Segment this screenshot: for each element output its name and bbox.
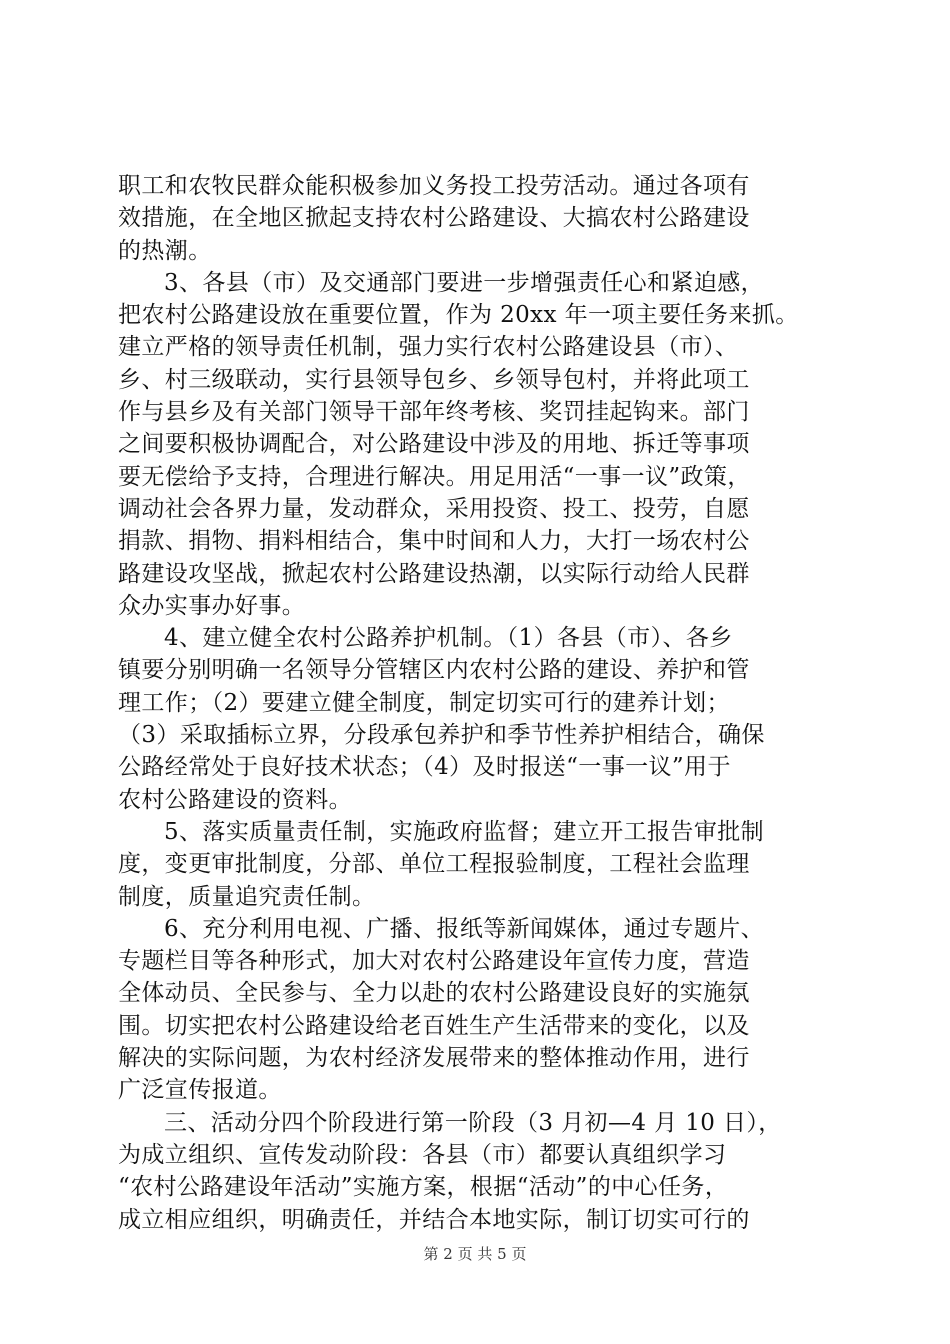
- text-line: （3）采取插标立界，分段承包养护和季节性养护相结合，确保: [118, 722, 765, 749]
- text-line: 建立严格的领导责任机制，强力实行农村公路建设县（市）、: [118, 334, 739, 361]
- document-body: [118, 170, 838, 1236]
- text-line: 全体动员、全民参与、全力以赴的农村公路建设良好的实施氛: [118, 980, 750, 1007]
- text-line: 众办实事办好事。: [118, 592, 306, 619]
- page-footer: 第 2 页 共 5 页: [423, 1245, 527, 1263]
- text-line: 围。切实把农村公路建设给老百姓生产生活带来的变化，以及: [118, 1012, 750, 1039]
- text-line: 镇要分别明确一名领导分管辖区内农村公路的建设、养护和管: [118, 657, 750, 684]
- text-line: 之间要积极协调配合，对公路建设中涉及的用地、拆迁等事项: [118, 431, 750, 458]
- text-line: 把农村公路建设放在重要位置，作为 20xx 年一项主要任务来抓。: [118, 302, 799, 329]
- text-line: 要无偿给予支持，合理进行解决。用足用活“一事一议”政策，: [118, 463, 751, 490]
- text-line: 农村公路建设的资料。: [118, 786, 352, 813]
- text-line: 专题栏目等各种形式，加大对农村公路建设年宣传力度，营造: [118, 948, 750, 975]
- text-line: 解决的实际问题，为农村经济发展带来的整体推动作用，进行: [118, 1045, 750, 1072]
- text-line: 成立相应组织，明确责任，并结合本地实际，制订切实可行的: [118, 1206, 750, 1233]
- text-line: 理工作；（2）要建立健全制度，制定切实可行的建养计划；: [118, 689, 730, 716]
- text-line: 路建设攻坚战，掀起农村公路建设热潮，以实际行动给人民群: [118, 560, 750, 587]
- text-line: 调动社会各界力量，发动群众，采用投资、投工、投劳，自愿: [118, 495, 750, 522]
- text-line: 三、活动分四个阶段进行第一阶段（3 月初—4 月 10 日），: [164, 1109, 782, 1136]
- text-line: 捐款、捐物、捐料相结合，集中时间和人力，大打一场农村公: [118, 528, 750, 555]
- text-line: 广泛宣传报道。: [118, 1077, 282, 1104]
- text-line: “农村公路建设年活动”实施方案，根据“活动”的中心任务，: [118, 1174, 729, 1201]
- text-line: 职工和农牧民群众能积极参加义务投工投劳活动。通过各项有: [118, 173, 750, 199]
- text-line: 4、建立健全农村公路养护机制。（1）各县（市）、各乡: [164, 625, 733, 652]
- text-line: 度，变更审批制度，分部、单位工程报验制度，工程社会监理: [118, 851, 750, 878]
- text-line: 乡、村三级联动，实行县领导包乡、乡领导包村，并将此项工: [118, 366, 750, 393]
- text-line: 的热潮。: [118, 237, 212, 264]
- text-line: 制度，质量追究责任制。: [118, 883, 376, 910]
- text-line: 作与县乡及有关部门领导干部年终考核、奖罚挂起钩来。部门: [118, 399, 750, 426]
- text-line: 3、各县（市）及交通部门要进一步增强责任心和紧迫感，: [164, 269, 765, 296]
- text-line: 效措施，在全地区掀起支持农村公路建设、大搞农村公路建设: [118, 205, 750, 232]
- text-line: 5、落实质量责任制，实施政府监督；建立开工报告审批制: [164, 818, 765, 845]
- text-line: 公路经常处于良好技术状态；（4）及时报送“一事一议”用于: [118, 754, 731, 781]
- text-line: 6、充分利用电视、广播、报纸等新闻媒体，通过专题片、: [164, 915, 765, 942]
- text-line: 为成立组织、宣传发动阶段：各县（市）都要认真组织学习: [118, 1141, 727, 1168]
